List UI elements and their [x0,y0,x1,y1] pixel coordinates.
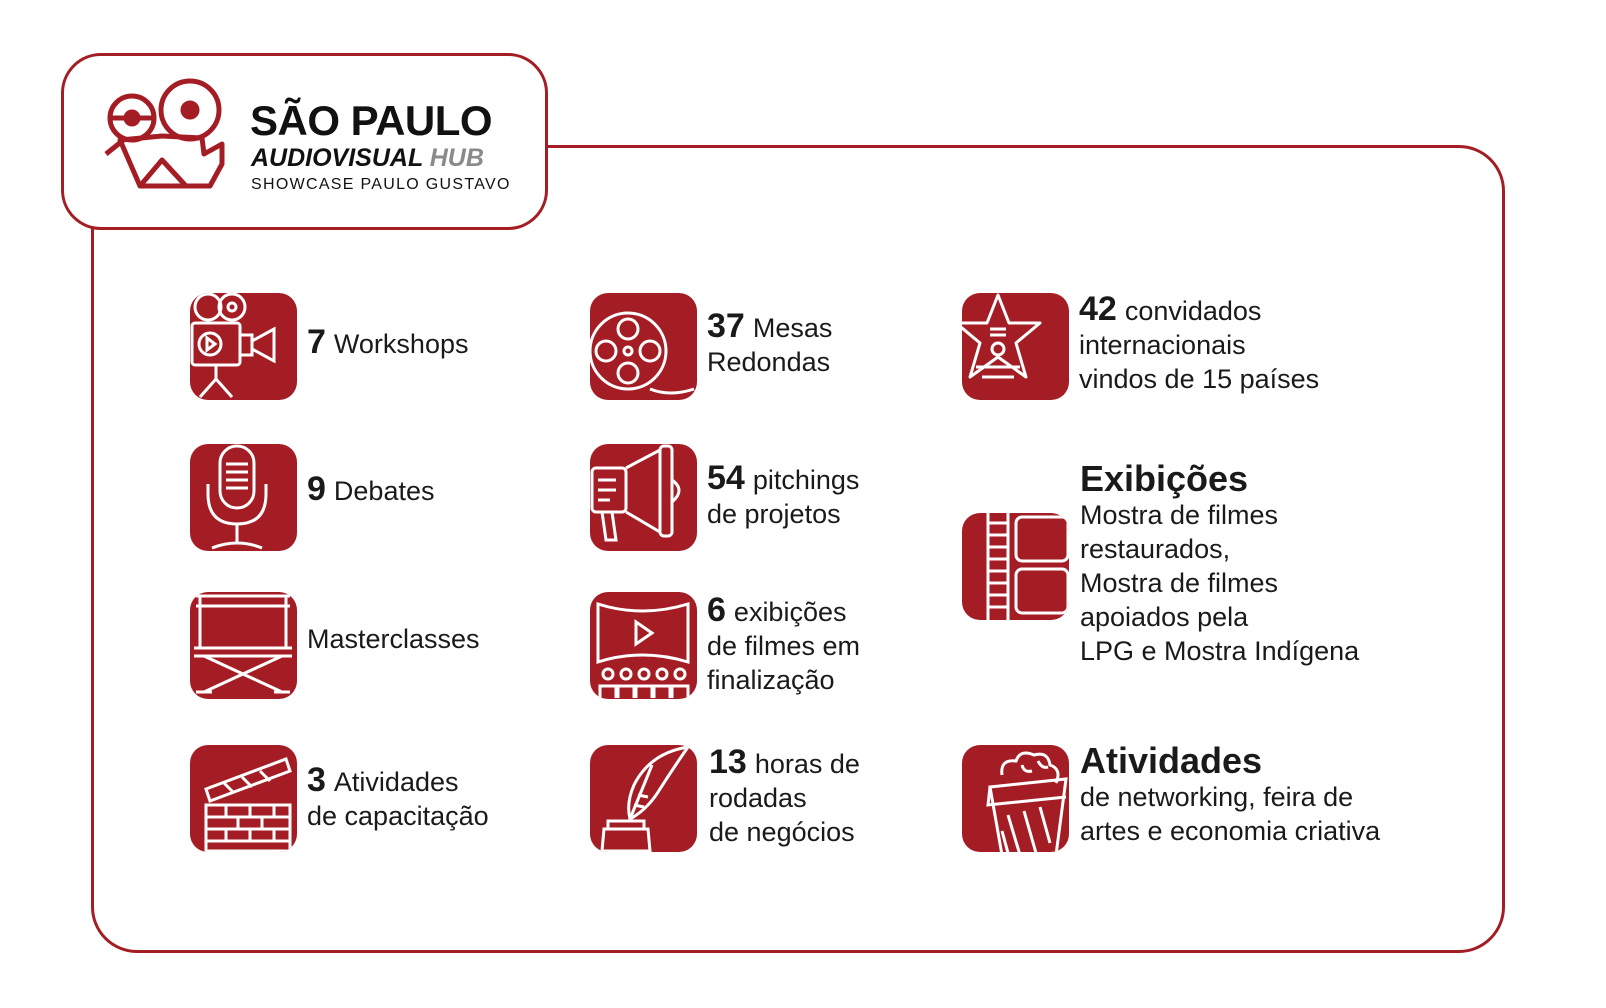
directors-chair-icon [190,592,297,699]
logo [61,53,548,230]
logo-tagline: SHOWCASE PAULO GUSTAVO [251,176,511,193]
clapperboard-icon [190,745,297,852]
megaphone-icon [590,444,697,551]
exibicoes-finalizacao-stat: 6 exibições de filmes em finalização [707,591,861,695]
convidados-stat: 42 convidados internacionais vindos de 15 países [1079,290,1320,394]
capacitacao-stat: 3 Atividades de capacitação [307,761,489,831]
logo-title: SÃO PAULO [250,97,493,144]
workshops-stat: 7 Workshops [307,323,469,361]
film-strip-icon [962,513,1069,620]
exibicoes-stat: Exibições Mostra de filmes restaurados, Mostra de filmes apoiados pela LPG e Mostra Indígena [1080,458,1360,666]
logo-subtitle: AUDIOVISUAL HUB [251,144,484,172]
film-camera-icon [190,293,297,400]
networking-stat: Atividades de networking, feira de artes e economia criativa [1080,740,1381,846]
camera-logo-icon [102,76,227,194]
debates-stat: 9 Debates [307,470,435,508]
film-reel-icon [590,293,697,400]
star-award-icon [962,293,1069,400]
popcorn-icon [962,745,1069,852]
pitchings-stat: 54 pitchings de projetos [707,459,860,529]
mesas-stat: 37 Mesas Redondas [707,307,833,377]
cinema-screen-icon [590,592,697,699]
microphone-icon [190,444,297,551]
rodadas-stat: 13 horas de rodadas de negócios [709,743,860,847]
masterclasses-stat: Masterclasses [307,624,480,654]
quill-ink-icon [590,745,697,852]
